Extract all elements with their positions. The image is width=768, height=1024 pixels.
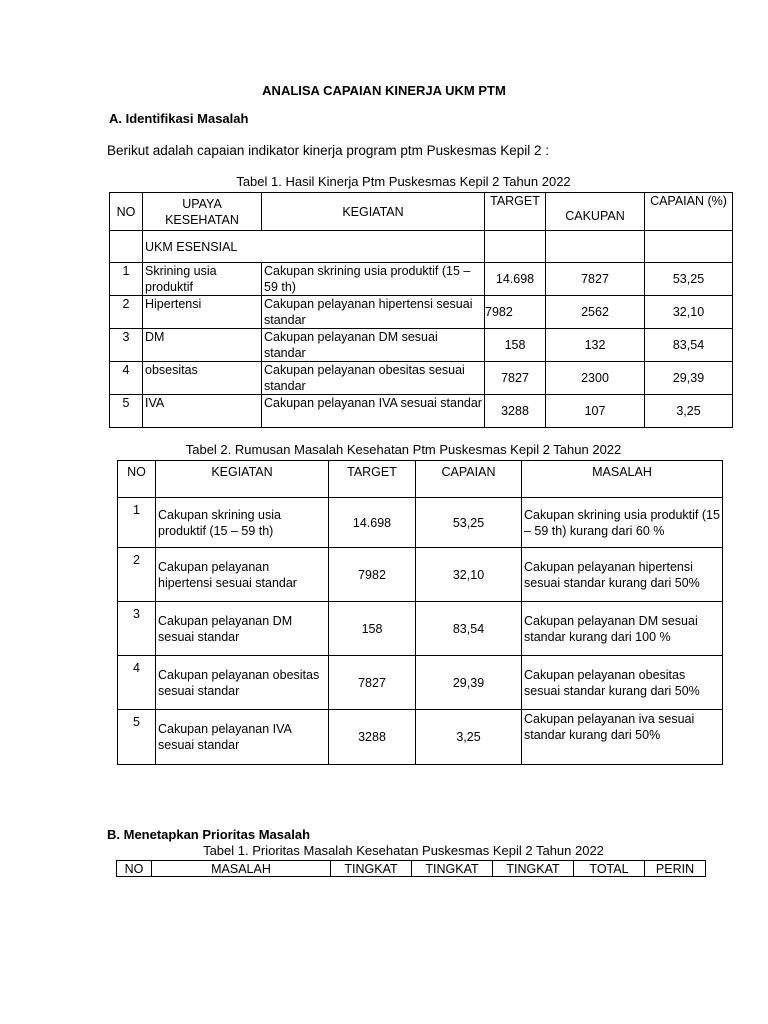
table2-capaian: 29,39	[416, 656, 522, 710]
table2-no: 4	[118, 656, 156, 710]
table2-masalah: Cakupan pelayanan iva sesuai standar kurang dari 50%	[522, 710, 723, 765]
table2-kegiatan: Cakupan pelayanan hipertensi sesuai standar	[156, 548, 329, 602]
table2-masalah: Cakupan pelayanan DM sesuai standar kurang dari 100 %	[522, 602, 723, 656]
table2-header-kegiatan: KEGIATAN	[156, 461, 329, 498]
table1-header-kegiatan: KEGIATAN	[262, 193, 485, 231]
table1-capaian: 29,39	[645, 362, 733, 395]
table1-target: 7827	[485, 362, 546, 395]
table2-kegiatan: Cakupan pelayanan IVA sesuai standar	[156, 710, 329, 765]
table-row	[118, 710, 723, 765]
table1-header-capaian: CAPAIAN (%)	[645, 193, 733, 231]
table1-group-label: UKM ESENSIAL	[143, 231, 485, 263]
table1-cakupan: 132	[546, 329, 645, 362]
table2-header-target: TARGET	[329, 461, 416, 498]
table1-kegiatan: Cakupan pelayanan hipertensi sesuai standar	[262, 296, 485, 329]
table1-cakupan: 7827	[546, 263, 645, 296]
table1-header-no: NO	[110, 193, 143, 231]
table1-upaya: obsesitas	[143, 362, 262, 395]
table2-target: 7982	[329, 548, 416, 602]
table1-header-upaya: UPAYA KESEHATAN	[143, 193, 262, 231]
section-a-heading: A. Identifikasi Masalah	[109, 111, 249, 126]
table2-capaian: 32,10	[416, 548, 522, 602]
table2	[117, 460, 723, 765]
table3-header-no: NO	[117, 861, 152, 877]
table1-no: 3	[110, 329, 143, 362]
table2-kegiatan: Cakupan pelayanan obesitas sesuai standar	[156, 656, 329, 710]
table-row	[118, 656, 723, 710]
table1-kegiatan: Cakupan skrining usia produktif (15 – 59 th)	[262, 263, 485, 296]
table1-upaya: Skrining usia produktif	[143, 263, 262, 296]
table2-no: 2	[118, 548, 156, 602]
table1-capaian: 53,25	[645, 263, 733, 296]
table-row	[110, 263, 733, 296]
table1-capaian: 83,54	[645, 329, 733, 362]
table1-caption: Tabel 1. Hasil Kinerja Ptm Puskesmas Kepil 2 Tahun 2022	[236, 174, 571, 189]
table1-group-row	[110, 231, 733, 263]
section-b-heading: B. Menetapkan Prioritas Masalah	[107, 827, 311, 842]
table2-target: 3288	[329, 710, 416, 765]
table3-header-total: TOTAL	[574, 861, 645, 877]
table1-cakupan: 107	[546, 395, 645, 428]
table2-target: 7827	[329, 656, 416, 710]
table-row	[110, 395, 733, 428]
table3	[116, 860, 706, 877]
table1-no: 1	[110, 263, 143, 296]
table1-no: 4	[110, 362, 143, 395]
table1-target: 14.698	[485, 263, 546, 296]
table3-header-tingkat: TINGKAT	[493, 861, 574, 877]
table3-header-perin: PERIN	[645, 861, 706, 877]
table1-capaian: 3,25	[645, 395, 733, 428]
table-row	[110, 329, 733, 362]
table2-capaian: 3,25	[416, 710, 522, 765]
table1-no: 2	[110, 296, 143, 329]
table2-capaian: 83,54	[416, 602, 522, 656]
table-row	[118, 548, 723, 602]
table2-capaian: 53,25	[416, 498, 522, 548]
table1-capaian: 32,10	[645, 296, 733, 329]
table1-upaya: DM	[143, 329, 262, 362]
table-row	[118, 498, 723, 548]
table2-header-row	[118, 461, 723, 498]
table2-masalah: Cakupan skrining usia produktif (15 – 59 th) kurang dari 60 %	[522, 498, 723, 548]
table2-kegiatan: Cakupan skrining usia produktif (15 – 59 th)	[156, 498, 329, 548]
table2-masalah: Cakupan pelayanan hipertensi sesuai standar kurang dari 50%	[522, 548, 723, 602]
table2-kegiatan: Cakupan pelayanan DM sesuai standar	[156, 602, 329, 656]
table1-target: 7982	[485, 296, 546, 329]
table1-kegiatan: Cakupan pelayanan obesitas sesuai standar	[262, 362, 485, 395]
table-row	[118, 602, 723, 656]
table1-upaya: Hipertensi	[143, 296, 262, 329]
table2-header-no: NO	[118, 461, 156, 498]
intro-paragraph: Berikut adalah capaian indikator kinerja program ptm Puskesmas Kepil 2 :	[107, 143, 549, 158]
table1-cakupan: 2562	[546, 296, 645, 329]
table2-target: 14.698	[329, 498, 416, 548]
table1	[109, 192, 733, 428]
document-title: ANALISA CAPAIAN KINERJA UKM PTM	[262, 83, 506, 98]
table1-target: 3288	[485, 395, 546, 428]
table3-caption: Tabel 1. Prioritas Masalah Kesehatan Puskesmas Kepil 2 Tahun 2022	[203, 843, 604, 858]
table2-no: 3	[118, 602, 156, 656]
table2-header-capaian: CAPAIAN	[416, 461, 522, 498]
table1-header-cakupan: CAKUPAN	[546, 193, 645, 231]
table2-caption: Tabel 2. Rumusan Masalah Kesehatan Ptm Puskesmas Kepil 2 Tahun 2022	[185, 442, 622, 457]
table1-no: 5	[110, 395, 143, 428]
table1-kegiatan: Cakupan pelayanan IVA sesuai standar	[262, 395, 485, 428]
table2-target: 158	[329, 602, 416, 656]
table3-header-tingkat: TINGKAT	[331, 861, 412, 877]
table2-no: 1	[118, 498, 156, 548]
table1-kegiatan: Cakupan pelayanan DM sesuai standar	[262, 329, 485, 362]
table-row	[110, 362, 733, 395]
table3-header-tingkat: TINGKAT	[412, 861, 493, 877]
table2-no: 5	[118, 710, 156, 765]
table1-cakupan: 2300	[546, 362, 645, 395]
table2-masalah: Cakupan pelayanan obesitas sesuai standar kurang dari 50%	[522, 656, 723, 710]
table-row	[110, 296, 733, 329]
table1-header-row	[110, 193, 733, 231]
table1-target: 158	[485, 329, 546, 362]
table3-header-row	[117, 861, 706, 877]
table3-header-masalah: MASALAH	[152, 861, 331, 877]
table1-upaya: IVA	[143, 395, 262, 428]
table1-header-target: TARGET	[485, 193, 546, 231]
table2-header-masalah: MASALAH	[522, 461, 723, 498]
